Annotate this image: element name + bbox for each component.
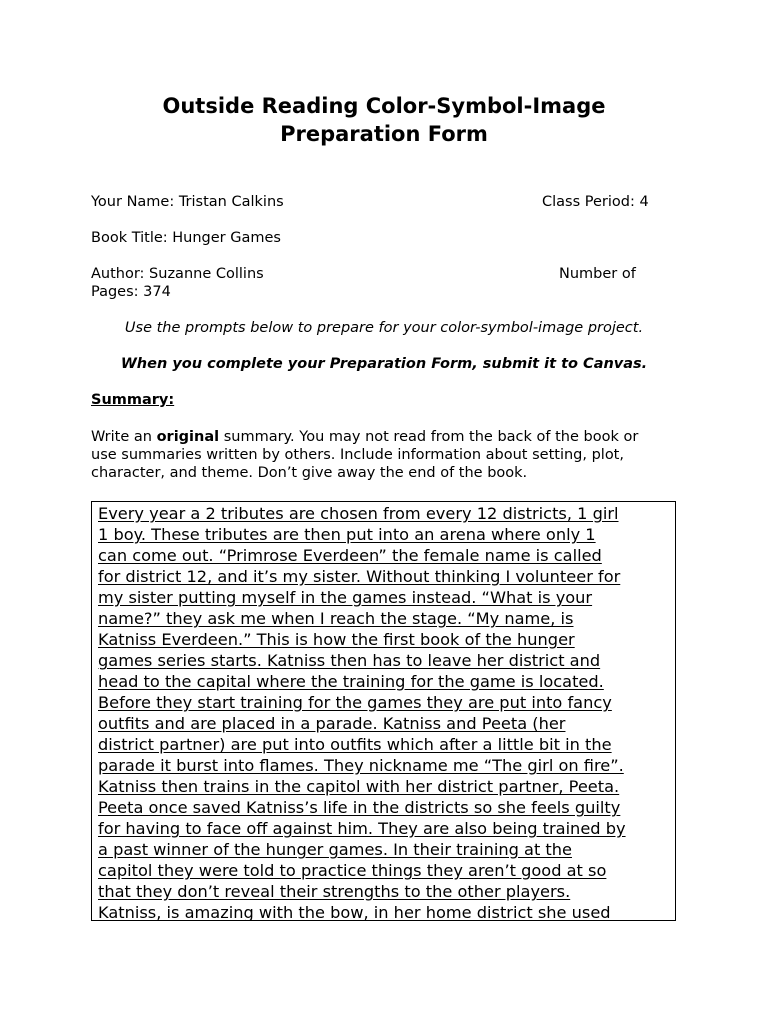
summary-line: name?” they ask me when I reach the stage. “My name, is: [98, 609, 574, 628]
summary-intro-line-1: [91, 428, 681, 446]
summary-line: district partner) are put into outfits which after a little bit in the: [98, 735, 612, 754]
summary-line: 1 boy. These tributes are then put into an arena where only 1: [98, 525, 596, 544]
number-of-label: Number of: [559, 266, 636, 282]
author-field: Author: Suzanne Collins: [91, 266, 264, 282]
pages-field: Pages: 374: [91, 284, 171, 300]
summary-line: Katniss, is amazing with the bow, in her home district she used: [98, 903, 611, 921]
name-field: Your Name: Tristan Calkins: [91, 194, 284, 210]
intro-post: summary. You may not read from the back of the book or: [219, 429, 639, 445]
summary-line: games series starts. Katniss then has to leave her district and: [98, 651, 601, 670]
title-line-1: Outside Reading Color-Symbol-Image: [162, 94, 606, 118]
summary-line: a past winner of the hunger games. In their training at the: [98, 840, 572, 859]
summary-heading: Summary:: [91, 392, 175, 408]
page-title: [0, 92, 768, 148]
submit-instruction: When you complete your Preparation Form, submit it to Canvas.: [120, 356, 648, 372]
summary-line: capitol they were told to practice things they aren’t good at so: [98, 861, 607, 880]
book-title-field: Book Title: Hunger Games: [91, 230, 281, 246]
summary-line: head to the capital where the training for the game is located.: [98, 672, 604, 691]
summary-intro: [91, 428, 681, 482]
summary-line: parade it burst into flames. They nickname me “The girl on fire”.: [98, 756, 624, 775]
summary-line: Every year a 2 tributes are chosen from every 12 districts, 1 girl: [98, 504, 619, 523]
summary-intro-line-2: use summaries written by others. Include information about setting, plot,: [91, 447, 624, 463]
summary-line: Before they start training for the games they are put into fancy: [98, 693, 612, 712]
summary-line: for district 12, and it’s my sister. Without thinking I volunteer for: [98, 567, 621, 586]
summary-line: my sister putting myself in the games instead. “What is your: [98, 588, 593, 607]
summary-line: Katniss then trains in the capitol with her district partner, Peeta.: [98, 777, 620, 796]
title-line-2: Preparation Form: [280, 122, 488, 146]
summary-text-box[interactable]: [91, 501, 676, 921]
summary-line: Katniss Everdeen.” This is how the first book of the hunger: [98, 630, 575, 649]
summary-intro-line-3: character, and theme. Don’t give away the end of the book.: [91, 465, 528, 481]
class-period-field: Class Period: 4: [542, 194, 649, 210]
intro-pre: Write an: [91, 429, 157, 445]
summary-line: Peeta once saved Katniss’s life in the districts so she feels guilty: [98, 798, 621, 817]
summary-line: that they don’t reveal their strengths to the other players.: [98, 882, 571, 901]
prompt-instruction: Use the prompts below to prepare for your color-symbol-image project.: [124, 320, 644, 336]
summary-text: [98, 503, 626, 921]
summary-line: can come out. “Primrose Everdeen” the female name is called: [98, 546, 602, 565]
intro-original: original: [156, 429, 220, 445]
summary-line: outfits and are placed in a parade. Katniss and Peeta (her: [98, 714, 566, 733]
summary-line: for having to face off against him. They are also being trained by: [98, 819, 626, 838]
